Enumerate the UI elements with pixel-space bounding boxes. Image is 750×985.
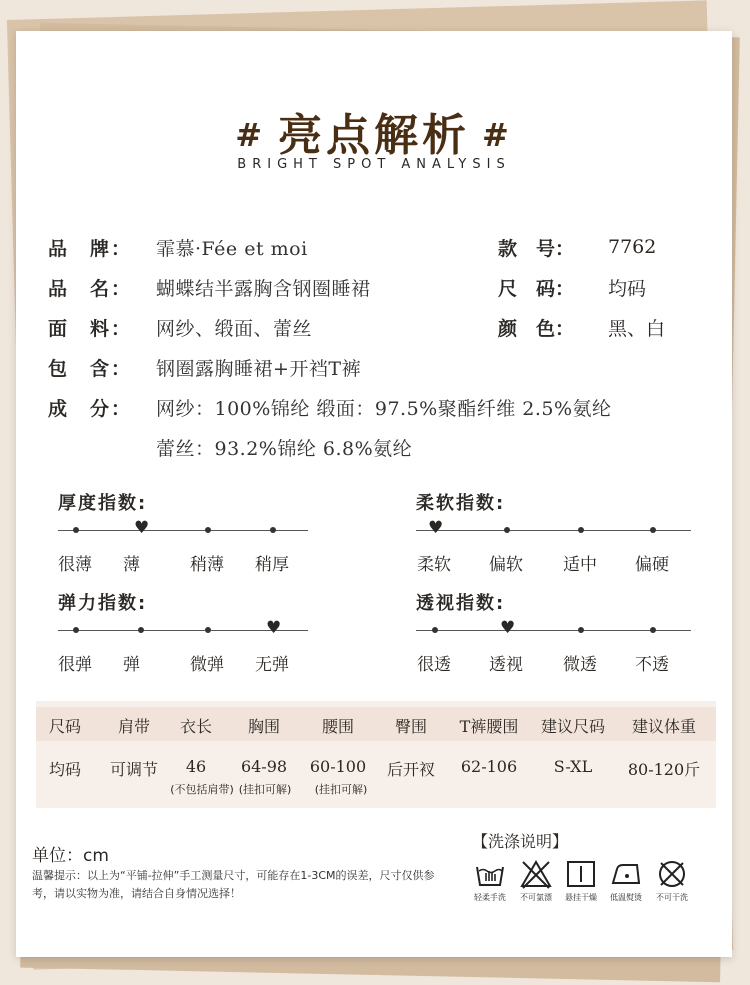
info-name: 品 名： 蝴蝶结半露胸含钢圈睡裙 (48, 277, 371, 300)
size-table-header-cell: 衣长 (179, 717, 212, 736)
size-table-header-cell: 尺码 (48, 717, 81, 736)
heart-marker-icon: ♥ (500, 618, 516, 638)
heart-marker-icon: ♥ (134, 518, 150, 538)
softness-index-title: 柔软指数: (416, 493, 506, 514)
spec-card (16, 31, 732, 957)
hang-dry-icon (565, 859, 597, 889)
scale-label: 微透 (563, 655, 597, 675)
size-table-note: (挂扣可解) (238, 783, 292, 796)
unit-label: 单位：cm (32, 846, 109, 866)
size-table-note: (挂扣可解) (314, 783, 368, 796)
scale-dot (578, 627, 584, 633)
wash-instructions-title: 【洗涤说明】 (472, 832, 569, 851)
info-include: 包 含： 钢圈露胸睡裙+开裆T裤 (48, 357, 362, 380)
heart-marker-icon: ♥ (266, 618, 282, 638)
size-table-cell: 60-100 (309, 757, 367, 776)
thickness-index-title: 厚度指数: (58, 493, 148, 514)
info-style-no: 款 号： 7762 (498, 236, 657, 260)
no-dry-clean-icon (656, 859, 688, 889)
size-table-header-cell: T裤腰围 (459, 717, 519, 736)
info-fabric: 面 料： 网纱、缎面、蕾丝 (48, 317, 313, 340)
scale-dot (578, 527, 584, 533)
wash-item: 轻柔手洗 (468, 859, 512, 903)
scale-label: 透视 (489, 655, 523, 675)
size-table-cell: 46 (185, 757, 207, 776)
size-table (36, 701, 716, 808)
info-brand: 品 牌： 霏慕·Fée et moi (48, 237, 308, 260)
scale-dot (270, 527, 276, 533)
size-table-note: (不包括肩带) (170, 783, 234, 796)
size-table-cell: 后开衩 (386, 760, 435, 779)
info-size: 尺 码： 均码 (498, 277, 647, 300)
softness-scale (416, 518, 691, 584)
size-table-header-cell: 胸围 (247, 717, 280, 736)
hand-wash-icon (474, 859, 506, 889)
heart-marker-icon: ♥ (428, 518, 444, 538)
scale-dot (205, 627, 211, 633)
scale-dot (73, 627, 79, 633)
scale-dot (138, 627, 144, 633)
scale-label: 稍厚 (255, 555, 289, 575)
scale-label: 适中 (563, 555, 597, 575)
scale-label: 薄 (123, 555, 140, 575)
scale-dot (650, 627, 656, 633)
elasticity-scale (58, 618, 308, 684)
low-iron-icon (609, 859, 643, 889)
wash-item: 悬挂干燥 (559, 859, 603, 903)
scale-label: 偏软 (489, 555, 523, 575)
scale-label: 弹 (123, 655, 140, 675)
size-table-cell: 62-106 (460, 757, 518, 776)
wash-item: 不可氯漂 (514, 859, 558, 903)
transparency-scale (416, 618, 691, 684)
size-table-cell: S-XL (553, 757, 593, 776)
elasticity-index-title: 弹力指数: (58, 593, 148, 614)
scale-label: 很透 (417, 655, 451, 675)
page-subtitle: BRIGHT SPOT ANALYSIS (237, 157, 511, 172)
scale-label: 柔软 (417, 555, 451, 575)
page-title: # 亮点解析 # (235, 110, 513, 161)
transparency-index-title: 透视指数: (416, 593, 506, 614)
scale-dot (504, 527, 510, 533)
size-table-header-cell: 肩带 (117, 717, 150, 736)
scale-label: 很薄 (58, 555, 92, 575)
info-composition: 成 分： 网纱：100%锦纶 缎面：97.5%聚酯纤维 2.5%氨纶 (48, 397, 612, 420)
size-table-header-cell: 建议尺码 (540, 717, 605, 736)
thickness-scale (58, 518, 308, 584)
scale-label: 稍薄 (190, 555, 224, 575)
scale-label: 微弹 (190, 655, 224, 675)
size-table-cell: 可调节 (109, 760, 158, 779)
wash-item: 不可干洗 (650, 859, 694, 903)
measurement-tip: 温馨提示：以上为“平铺-拉伸”手工测量尺寸，可能存在1-3CM的误差，尺寸仅供参考，请以实物为准，请结合自身情况选择！ (32, 869, 435, 900)
info-color: 颜 色： 黑、白 (498, 317, 666, 340)
size-table-cell: 64-98 (240, 757, 288, 776)
scale-label: 无弹 (255, 655, 289, 675)
size-table-cell: 80-120斤 (627, 760, 701, 779)
scale-dot (73, 527, 79, 533)
size-table-header-cell: 腰围 (321, 717, 354, 736)
scale-dot (432, 627, 438, 633)
wash-item: 低温熨烫 (604, 859, 648, 903)
info-composition-2: 蕾丝：93.2%锦纶 6.8%氨纶 (156, 437, 413, 460)
size-table-header-cell: 建议体重 (631, 717, 696, 736)
size-table-cell: 均码 (48, 760, 81, 779)
scale-dot (205, 527, 211, 533)
scale-dot (650, 527, 656, 533)
no-bleach-icon (520, 859, 552, 889)
scale-label: 很弹 (58, 655, 92, 675)
size-table-header-cell: 臀围 (394, 717, 427, 736)
scale-label: 不透 (635, 655, 669, 675)
scale-label: 偏硬 (635, 555, 669, 575)
